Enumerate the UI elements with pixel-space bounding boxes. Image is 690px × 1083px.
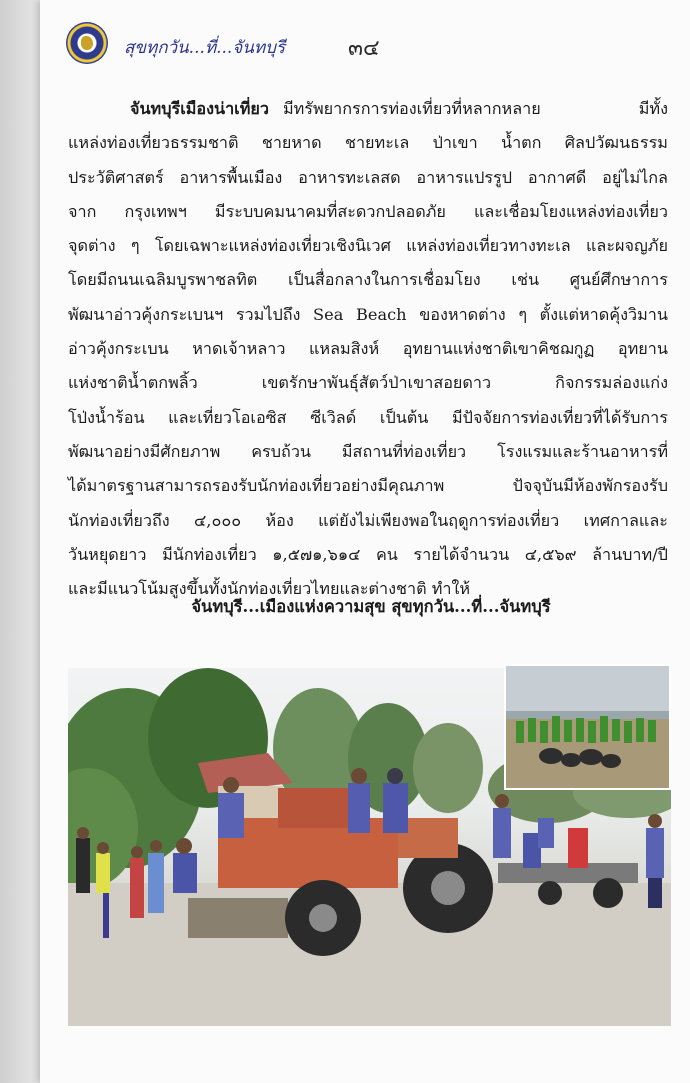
beach-group-illustration	[506, 666, 669, 788]
word: จาก	[68, 201, 97, 221]
word: โดยเฉพาะแหล่งท่องเที่ยวเชิงนิเวศ	[154, 236, 391, 256]
word: จุดต่าง	[68, 236, 116, 256]
text-line-content	[68, 126, 668, 160]
text-line	[68, 435, 668, 469]
text-line-content	[68, 469, 668, 503]
word: อ่าวคุ้งกระเบน	[68, 339, 169, 359]
word: ๔,๐๐๐	[194, 510, 242, 530]
word: อาหารพื้นเมือง	[179, 167, 283, 187]
word: ๑,๕๗๑,๖๑๔	[272, 544, 361, 564]
word: ปัจจุบันมีห้องพักรองรับ	[512, 476, 668, 496]
word: รวมไปถึง	[235, 304, 301, 324]
word: ๆ	[518, 304, 528, 324]
word: กิจกรรมล่องแก่ง	[555, 373, 668, 393]
word: อาหารแปรรูป	[416, 167, 513, 187]
word: อากาศดี	[527, 167, 587, 187]
word: ป่าเขา	[432, 133, 478, 153]
article-lead: จันทบุรีเมืองน่าเที่ยว	[130, 99, 269, 118]
text-line-content: และมีแนวโน้มสูงขึ้นทั้งนักท่องเที่ยวไทยและต่างชาติ ทำให้	[68, 579, 471, 599]
word: อุทยาน	[617, 339, 668, 359]
text-line	[68, 229, 668, 263]
word: อุทยานแห่งชาติเขาคิชฌกูฏ	[402, 339, 595, 359]
text-line-content	[68, 298, 668, 332]
word: เทศกาลและ	[583, 510, 668, 530]
word: Beach	[355, 304, 407, 324]
word: ชายทะเล	[344, 133, 410, 153]
slogan: จันทบุรี...เมืองแห่งความสุข สุขทุกวัน...ที่...จันทบุรี	[191, 597, 551, 616]
word: เป็นต้น	[379, 407, 429, 427]
text-line-content	[68, 538, 668, 572]
text-line	[68, 195, 668, 229]
text-line-content	[68, 366, 668, 400]
word: ล้านบาท/ปี	[592, 544, 668, 564]
word: Sea	[313, 304, 344, 324]
text-line	[68, 92, 668, 126]
text-line	[68, 538, 668, 572]
text-line-content	[68, 263, 668, 297]
text-line	[68, 504, 668, 538]
page-header	[66, 22, 466, 66]
text-line	[68, 161, 668, 195]
word: มีสถานที่ท่องเที่ยว	[341, 441, 467, 461]
word: ประวัติศาสตร์	[68, 167, 164, 187]
text-line	[68, 401, 668, 435]
word: น้ำตก	[501, 133, 542, 153]
word: ศิลปวัฒนธรรม	[564, 133, 668, 153]
word: ห้อง	[265, 510, 294, 530]
text-line-content	[68, 195, 668, 229]
beach-group-inset-photo	[504, 664, 671, 790]
word: แหลมสิงห์	[308, 339, 380, 359]
text-line-content	[68, 504, 668, 538]
word: มีปัจจัยการท่องเที่ยวที่ได้รับการ	[452, 407, 668, 427]
running-title: สุขทุกวัน...ที่...จันทบุรี	[124, 38, 286, 58]
word: และเที่ยวโอเอซิส	[168, 407, 287, 427]
word: พัฒนาอ่าวคุ้งกระเบนฯ	[68, 304, 224, 324]
page-number: ๓๔	[348, 36, 380, 61]
word: คน	[375, 544, 398, 564]
text-line	[68, 366, 668, 400]
word: แหล่งท่องเที่ยวทางทะเล	[406, 236, 571, 256]
word: วันหยุดยาว	[68, 544, 147, 564]
word: พัฒนาอย่างมีศักยภาพ	[68, 441, 221, 461]
word: เช่น	[511, 270, 540, 290]
text-line	[68, 332, 668, 366]
page-gutter	[0, 0, 40, 1083]
word: มีทั้ง	[638, 99, 668, 118]
text-line	[68, 469, 668, 503]
text-line	[68, 126, 668, 160]
seal-emblem	[81, 36, 93, 50]
word: แหล่งท่องเที่ยวธรรมชาติ	[68, 133, 239, 153]
word: ครบถ้วน	[251, 441, 311, 461]
word: แต่ยังไม่เพียงพอในฤดูการท่องเที่ยว	[318, 510, 560, 530]
word: มีระบบคมนาคมที่สะดวกปลอดภัย	[214, 201, 446, 221]
word: ได้มาตรฐานสามารถรองรับนักท่องเที่ยวอย่างมีคุณภาพ	[68, 476, 445, 496]
word: โดยมีถนนเฉลิมบูรพาชลทิต	[68, 270, 258, 290]
word: อาหารทะเลสด	[298, 167, 401, 187]
text-line-content	[68, 401, 668, 435]
word: ชายหาด	[261, 133, 322, 153]
word: มีทรัพยากรการท่องเที่ยวที่หลากหลาย	[282, 99, 541, 118]
text-line-content	[68, 161, 668, 195]
text-line-content	[283, 92, 668, 126]
text-line-content	[68, 229, 668, 263]
text-line-content	[68, 435, 668, 469]
word: โรงแรมและร้านอาหารที่	[497, 441, 668, 461]
word: เป็นสื่อกลางในการเชื่อมโยง	[287, 270, 481, 290]
province-seal-icon	[66, 22, 108, 64]
word: ศูนย์ศึกษาการ	[569, 270, 668, 290]
word: และเชื่อมโยงแหล่งท่องเที่ยว	[473, 201, 668, 221]
word: ๆ	[130, 236, 140, 256]
word: มีนักท่องเที่ยว	[162, 544, 257, 564]
text-line	[68, 298, 668, 332]
word: กรุงเทพฯ	[124, 201, 187, 221]
word: รายได้จำนวน	[413, 544, 510, 564]
word: อยู่ไม่ไกล	[602, 167, 668, 187]
word: หาดเจ้าหลาว	[192, 339, 286, 359]
word: ตั้งแต่หาดคุ้งวิมาน	[539, 304, 668, 324]
word: แห่งชาติน้ำตกพลิ้ว	[68, 373, 198, 393]
text-line-content	[68, 332, 668, 366]
word: และผจญภัย	[586, 236, 668, 256]
word: ๔,๕๖๙	[524, 544, 577, 564]
text-line	[68, 263, 668, 297]
word: โป่งน้ำร้อน	[68, 407, 145, 427]
word: ของหาดต่าง	[419, 304, 506, 324]
word: เขตรักษาพันธุ์สัตว์ป่าเขาสอยดาว	[261, 373, 492, 393]
article-body	[68, 92, 668, 606]
word: นักท่องเที่ยวถึง	[68, 510, 170, 530]
word: ซีเวิลด์	[310, 407, 357, 427]
